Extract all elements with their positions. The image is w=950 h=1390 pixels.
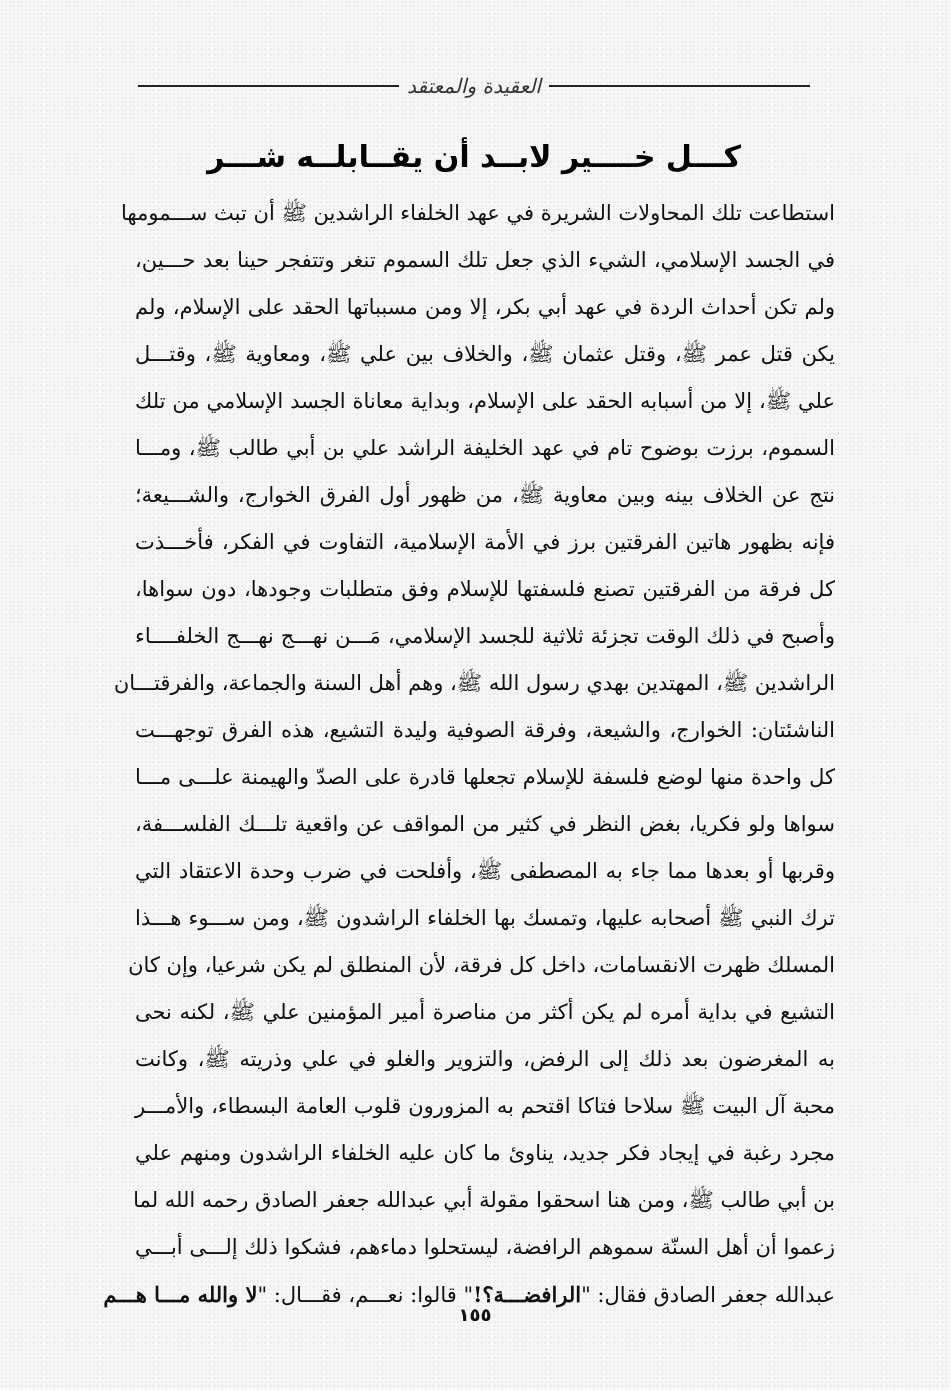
text-line: استطاعت تلك المحاولات الشريرة في عهد الخلفاء الراشدين ﷺ أن تبث ســـمومها <box>121 201 835 225</box>
text-line: بن أبي طالب ﷺ، ومن هنا اسحقوا مقولة أبي عبدالله جعفر الصادق رحمه الله لما <box>133 1188 835 1212</box>
text-line: وقربها أو بعدها مما جاء به المصطفى ﷺ، وأفلحت في ضرب وحدة الاعتقاد التي <box>135 859 835 883</box>
text-line: كل واحدة منها لوضع فلسفة للإسلام تجعلها قادرة على الصدّ والهيمنة علـــى مـــا <box>135 765 835 789</box>
quote-rafida: الرافضـــة؟! <box>473 1282 582 1307</box>
text-line: فإنه بظهور هاتين الفرقتين برز في الأمة الإسلامية، التفاوت في الفكر، فأخـــذت <box>135 530 835 554</box>
text-line: علي ﷺ، إلا من أسبابه الحقد على الإسلام، وبداية معاناة الجسد الإسلامي من تلك <box>135 389 835 413</box>
text-line: يكن قتل عمر ﷺ، وقتل عثمان ﷺ، والخلاف بين علي ﷺ، ومعاوية ﷺ، وقتـــل <box>135 342 835 366</box>
text-line: محبة آل البيت ﷺ سلاحا فتاكا اقتحم به المزورون قلوب العامة البسطاء، والأمـــر <box>135 1094 835 1118</box>
text-line: وأصبح في ذلك الوقت تجزئة ثلاثية للجسد الإسلامي، مَـــن نهـــج نهـــج الخلفــــاء <box>135 624 835 648</box>
text-line: الناشئتان: الخوارج، والشيعة، وفرقة الصوفية وليدة التشيع، هذه الفرق توجهـــت <box>135 718 835 742</box>
body-paragraph <box>103 190 835 1318</box>
last-line-part: عبدالله جعفر الصادق فقال: " <box>581 1283 835 1307</box>
section-title: كـــل خــــير لابــد أن يقــابلــه شـــر <box>207 140 741 175</box>
text-line: سواها ولو فكريا، بغض النظر في كثير من المواقف عن واقعية تلـــك الفلســـفة، <box>135 812 835 836</box>
header-rule-left <box>138 85 399 87</box>
text-line: كل فرقة من الفرقتين تصنع فلسفتها للإسلام وفق متطلبات وجودها، دون سواها، <box>135 577 835 601</box>
text-line: الراشدين ﷺ، المهتدين بهدي رسول الله ﷺ، وهم أهل السنة والجماعة، والفرقتـــان <box>113 671 835 695</box>
text-line: التشيع في بداية أمره لم يكن أكثر من مناصرة أمير المؤمنين علي ﷺ، لكنه نحى <box>135 1000 835 1024</box>
page-number: ١٥٥ <box>458 1305 492 1326</box>
text-line: في الجسد الإسلامي، الشيء الذي جعل تلك السموم تنغر وتتفجر حينا بعد حـــين، <box>135 248 835 272</box>
text-line: ترك النبي ﷺ أصحابه عليها، وتمسك بها الخلفاء الراشدون ﷺ، ومن ســـوء هـــذا <box>135 906 835 930</box>
text-line: المسلك ظهرت الانقسامات، داخل كل فرقة، لأن المنطلق لم يكن شرعيا، وإن كان <box>128 953 835 977</box>
quote-answer: لا والله مـــا هـــم <box>103 1282 258 1307</box>
text-line: نتج عن الخلاف بينه وبين معاوية ﷺ، من ظهور أول الفرق الخوارج، والشـــيعة؛ <box>135 483 835 507</box>
text-line: السموم، برزت بوضوح تام في عهد الخليفة الراشد علي بن أبي طالب ﷺ، ومـــا <box>135 436 835 460</box>
text-line: مجرد رغبة في إيجاد فكر جديد، يناوئ ما كان عليه الخلفاء الراشدون ومنهم علي <box>135 1141 835 1165</box>
header-emblem: العقيدة والمعتقد <box>407 74 541 98</box>
last-line-part: " قالوا: نعـــم، فقـــال: " <box>257 1283 474 1307</box>
text-line: زعموا أن أهل السنّة سموهم الرافضة، ليستحلوا دماءهم، فشكوا ذلك إلـــى أبـــي <box>135 1235 835 1259</box>
text-line: ولم تكن أحداث الردة في عهد أبي بكر، إلا ومن مسبباتها الحقد على الإسلام، ولم <box>135 295 835 319</box>
text-line: به المغرضون بعد ذلك إلى الرفض، والتزوير والغلو في علي وذريته ﷺ، وكانت <box>135 1047 835 1071</box>
page-header <box>138 62 810 110</box>
header-rule-right <box>549 85 810 87</box>
